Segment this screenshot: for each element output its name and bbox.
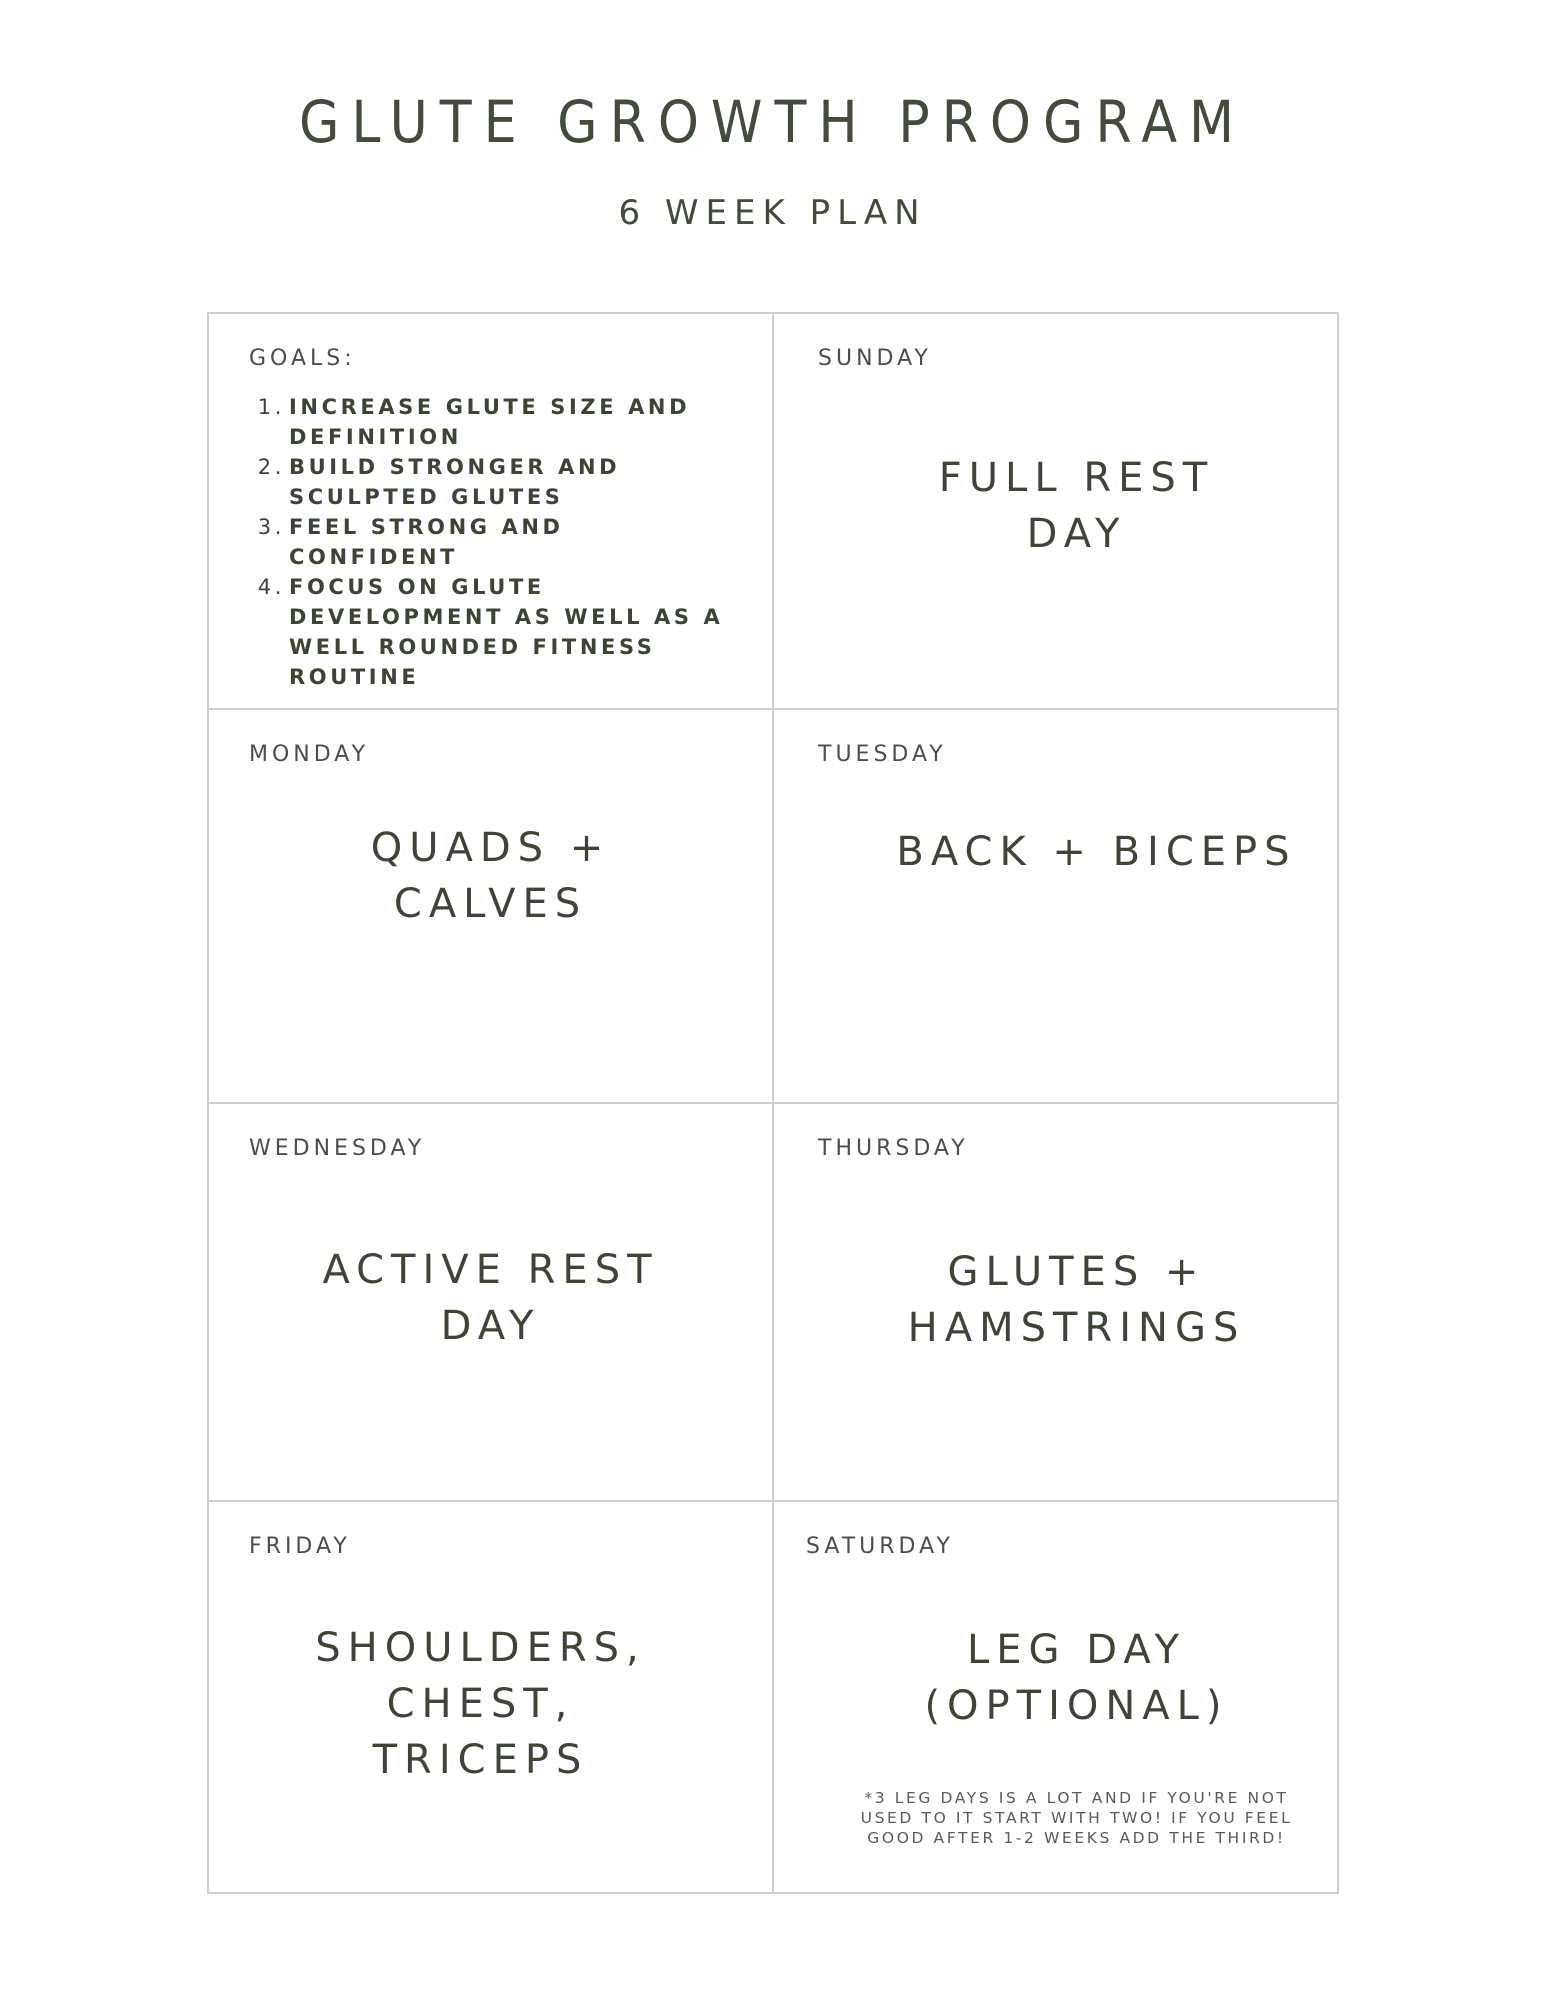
workout-wednesday xyxy=(209,1242,772,1354)
workout-line: ACTIVE REST xyxy=(322,1247,659,1293)
workout-line: (OPTIONAL) xyxy=(924,1683,1229,1729)
day-label-thursday: THURSDAY xyxy=(818,1136,969,1161)
goal-text: FEEL STRONG AND CONFIDENT xyxy=(289,515,564,569)
goals-heading: GOALS: xyxy=(249,346,356,371)
monday-cell xyxy=(209,710,774,1104)
goal-text: INCREASE GLUTE SIZE AND DEFINITION xyxy=(289,395,691,449)
goal-text: FOCUS ON GLUTE DEVELOPMENT AS WELL AS A WELL ROUNDED FITNESS ROUTINE xyxy=(289,575,724,689)
day-label-saturday: SATURDAY xyxy=(806,1534,954,1559)
workout-line: HAMSTRINGS xyxy=(907,1305,1246,1351)
day-label-wednesday: WEDNESDAY xyxy=(249,1136,426,1161)
goal-text: BUILD STRONGER AND SCULPTED GLUTES xyxy=(289,455,621,509)
goal-number: 3. xyxy=(257,515,285,539)
workout-line: TRICEPS xyxy=(372,1737,589,1783)
wednesday-cell xyxy=(209,1104,774,1502)
tuesday-cell xyxy=(774,710,1339,1104)
workout-sunday xyxy=(794,450,1359,562)
page-title: GLUTE GROWTH PROGRAM xyxy=(298,88,1247,156)
page-subtitle: 6 WEEK PLAN xyxy=(618,193,927,233)
workout-friday xyxy=(199,1620,762,1788)
workout-line: LEG DAY xyxy=(966,1627,1187,1673)
workout-line: SHOULDERS, xyxy=(315,1625,646,1671)
workout-line: FULL REST xyxy=(938,455,1215,501)
workout-thursday xyxy=(794,1244,1359,1356)
workout-line: CALVES xyxy=(393,881,588,927)
goal-number: 4. xyxy=(257,575,285,599)
workout-tuesday xyxy=(814,824,1379,880)
workout-line: DAY xyxy=(1026,511,1127,557)
workout-saturday xyxy=(794,1622,1359,1734)
workout-line: GLUTES + xyxy=(947,1249,1206,1295)
goal-number: 2. xyxy=(257,455,285,479)
leg-day-note: *3 LEG DAYS IS A LOT AND IF YOU'RE NOT USED TO IT START WITH TWO! IF YOU FEEL GOOD AFTER 1-2 WEEKS ADD THE THIRD! xyxy=(860,1789,1293,1847)
day-label-monday: MONDAY xyxy=(249,742,370,767)
goals-cell xyxy=(209,314,774,710)
goals-list xyxy=(255,392,729,692)
thursday-cell xyxy=(774,1104,1339,1502)
workout-line: BACK + BICEPS xyxy=(896,829,1297,875)
goal-number: 1. xyxy=(257,395,285,419)
goal-item xyxy=(255,452,729,512)
saturday-cell xyxy=(774,1502,1339,1894)
workout-line: DAY xyxy=(440,1303,541,1349)
workout-monday xyxy=(209,820,772,932)
friday-cell xyxy=(209,1502,774,1894)
goal-item xyxy=(255,392,729,452)
goal-item xyxy=(255,572,729,692)
day-label-friday: FRIDAY xyxy=(249,1534,351,1559)
goal-item xyxy=(255,512,729,572)
workout-line: QUADS + xyxy=(370,825,611,871)
day-label-tuesday: TUESDAY xyxy=(818,742,947,767)
weekly-schedule-grid xyxy=(207,312,1339,1894)
sunday-cell xyxy=(774,314,1339,710)
day-label-sunday: SUNDAY xyxy=(818,346,932,371)
workout-line: CHEST, xyxy=(386,1681,575,1727)
